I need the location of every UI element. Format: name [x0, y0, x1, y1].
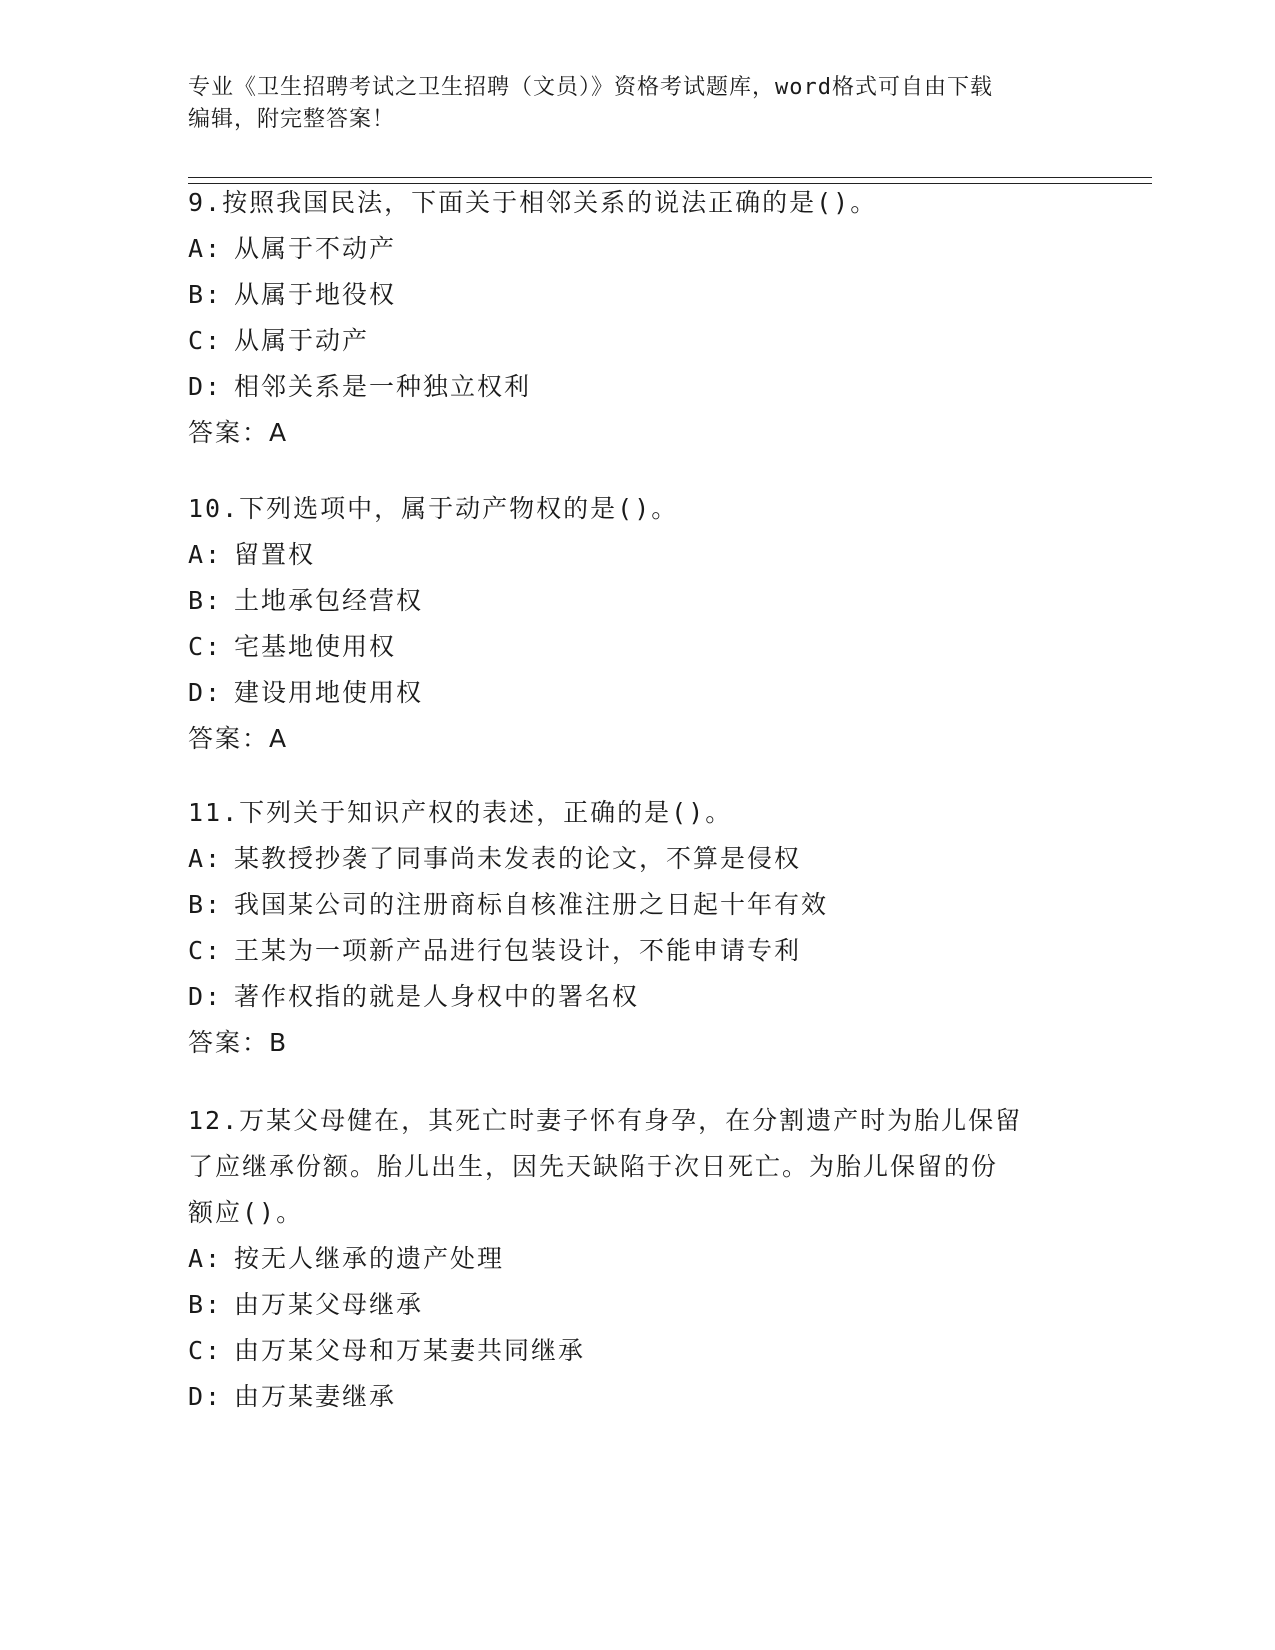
option-c: [188, 928, 1088, 974]
option-a: [188, 226, 1088, 272]
option-d: [188, 1374, 1088, 1420]
option-d: [188, 974, 1088, 1020]
option-text: 留置权: [234, 540, 316, 569]
option-text: 从属于地役权: [234, 280, 397, 309]
option-text: 由万某父母和万某妻共同继承: [234, 1336, 586, 1365]
option-text: 相邻关系是一种独立权利: [234, 372, 532, 401]
option-text: 建设用地使用权: [234, 678, 424, 707]
option-d: [188, 364, 1088, 410]
question-9: [188, 180, 1088, 456]
header-line-2: 编辑，附完整答案！: [188, 107, 396, 132]
option-c: [188, 1328, 1088, 1374]
question-stem-line-2: 了应继承份额。胎儿出生，因先天缺陷于次日死亡。为胎儿保留的份: [188, 1152, 999, 1181]
option-b: [188, 272, 1088, 318]
option-letter: D:: [188, 1382, 223, 1411]
option-letter: A:: [188, 1244, 223, 1273]
option-letter: B:: [188, 890, 223, 919]
option-text: 从属于不动产: [234, 234, 397, 263]
option-text: 宅基地使用权: [234, 632, 397, 661]
option-letter: B:: [188, 1290, 223, 1319]
option-letter: C:: [188, 1336, 223, 1365]
option-text: 王某为一项新产品进行包装设计，不能申请专利: [234, 936, 802, 965]
option-text: 某教授抄袭了同事尚未发表的论文，不算是侵权: [234, 844, 802, 873]
option-letter: C:: [188, 326, 223, 355]
option-letter: D:: [188, 982, 223, 1011]
option-letter: D:: [188, 678, 223, 707]
option-letter: D:: [188, 372, 223, 401]
option-c: [188, 624, 1088, 670]
option-letter: C:: [188, 632, 223, 661]
option-a: [188, 836, 1088, 882]
option-a: [188, 532, 1088, 578]
option-letter: B:: [188, 280, 223, 309]
question-stem-line-3: 额应()。: [188, 1198, 304, 1227]
option-letter: B:: [188, 586, 223, 615]
option-text: 我国某公司的注册商标自核准注册之日起十年有效: [234, 890, 829, 919]
question-stem: 10.下列选项中，属于动产物权的是()。: [188, 494, 679, 523]
option-b: [188, 578, 1088, 624]
option-text: 著作权指的就是人身权中的署名权: [234, 982, 640, 1011]
option-letter: A:: [188, 844, 223, 873]
question-stem-line-1: 12.万某父母健在，其死亡时妻子怀有身孕，在分割遗产时为胎儿保留: [188, 1106, 1023, 1135]
option-text: 从属于动产: [234, 326, 370, 355]
question-stem: 9.按照我国民法，下面关于相邻关系的说法正确的是()。: [188, 188, 878, 217]
option-text: 土地承包经营权: [234, 586, 424, 615]
question-11: [188, 790, 1088, 1066]
question-10: [188, 486, 1088, 762]
answer-label: 答案：A: [188, 724, 289, 753]
option-b: [188, 882, 1088, 928]
option-b: [188, 1282, 1088, 1328]
option-letter: A:: [188, 234, 223, 263]
option-c: [188, 318, 1088, 364]
answer-label: 答案：A: [188, 418, 289, 447]
question-12: [188, 1098, 1088, 1420]
option-text: 按无人继承的遗产处理: [234, 1244, 505, 1273]
option-text: 由万某妻继承: [234, 1382, 397, 1411]
question-stem: 11.下列关于知识产权的表述，正确的是()。: [188, 798, 733, 827]
option-letter: C:: [188, 936, 223, 965]
option-d: [188, 670, 1088, 716]
header-divider-top: [188, 177, 1152, 178]
option-letter: A:: [188, 540, 223, 569]
option-a: [188, 1236, 1088, 1282]
header-line-1: 专业《卫生招聘考试之卫生招聘（文员）》资格考试题库，word格式可自由下载: [188, 75, 993, 100]
answer-label: 答案：B: [188, 1028, 289, 1057]
option-text: 由万某父母继承: [234, 1290, 424, 1319]
document-header: [188, 72, 1088, 136]
